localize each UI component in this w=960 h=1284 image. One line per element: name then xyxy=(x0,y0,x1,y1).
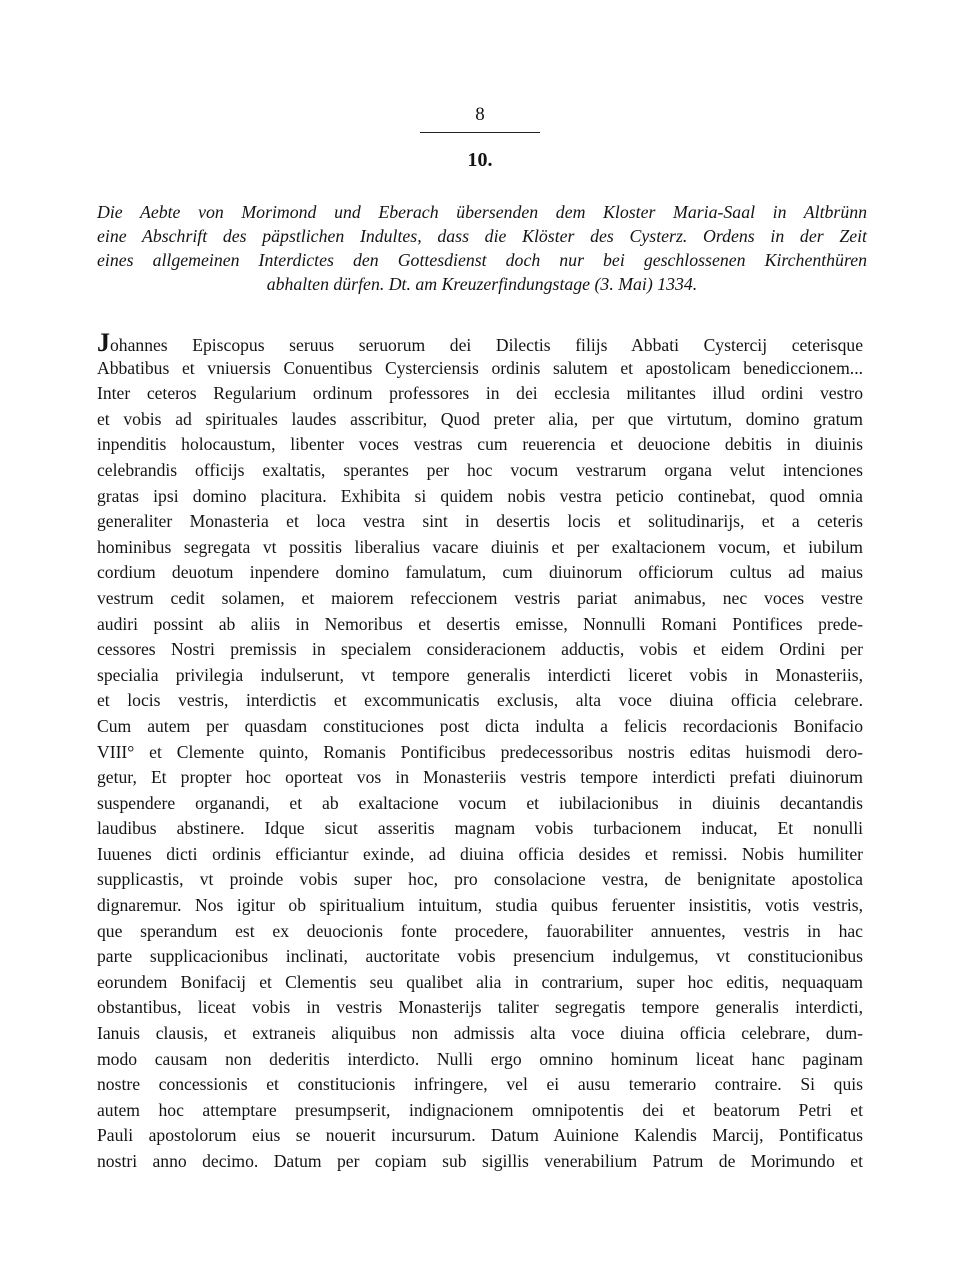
body-line: specialia privilegia indulserunt, vt tempore generalis interdicti liceret vobis in Monasteriis, xyxy=(97,664,863,685)
body-line: laudibus abstinere. Idque sicut asseritis magnam vobis turbacionem inducat, Et nonulli xyxy=(97,818,863,839)
heading-line: eines allgemeinen Interdictes den Gottesdienst doch nur bei geschlossenen Kirchenthüren xyxy=(97,250,867,270)
body-line: Iuuenes dicti ordinis efficiantur exinde, ad diuina officia desides et remissi. Nobis humiliter xyxy=(97,843,863,864)
body-line: obstantibus, liceat vobis in vestris Monasterijs taliter segregatis tempore generalis interdicti, xyxy=(97,997,863,1018)
body-line: celebrandis officijs exaltatis, sperantes per hoc vocum vestrarum organa velut intenciones xyxy=(97,459,863,480)
heading-line: eine Abschrift des päpstlichen Indultes, dass die Klöster des Cysterz. Ordens in der Zeit xyxy=(97,226,867,246)
body-line: que sperandum est ex deuocionis fonte procedere, fauorabiliter annuentes, vestris in hac xyxy=(97,920,863,941)
body-line: et locis vestris, interdictis et excommunicatis exclusis, alta voce diuina officia celebrare. xyxy=(97,690,863,711)
body-line: Pauli apostolorum eius se nouerit incursurum. Datum Auinione Kalendis Marcij, Pontificatus xyxy=(97,1125,863,1146)
body-line: Inter ceteros Regularium ordinum professores in dei ecclesia militantes illud ordini vestro xyxy=(97,383,863,404)
body-first-line xyxy=(97,330,863,356)
body-line: suspendere organandi, et ab exaltacione vocum et iubilacionibus in diuinis decantandis xyxy=(97,792,863,813)
header-rule xyxy=(420,132,540,133)
heading-line: abhalten dürfen. Dt. am Kreuzerfindungstage (3. Mai) 1334. xyxy=(266,274,698,294)
document-heading xyxy=(97,200,867,296)
body-line: modo causam non dederitis interdicto. Nulli ergo omnino hominum liceat hanc paginam xyxy=(97,1048,863,1069)
body-line: eorundem Bonifacij et Clementis seu qualibet alia in contrarium, super hoc editis, nequaquam xyxy=(97,971,863,992)
body-line: VIII° et Clemente quinto, Romanis Pontificibus predecessoribus nostris editas huismodi dero- xyxy=(97,741,863,762)
body-line: Cum autem per quasdam constituciones post dicta indulta a felicis recordacionis Bonifacio xyxy=(97,715,863,736)
body-line: autem hoc attemptare presumpserit, indignacionem omnipotentis dei et beatorum Petri et xyxy=(97,1099,863,1120)
body-line: hominibus segregata vt possitis liberalius vacare diuinis et per exaltacionem vocum, et iubilum xyxy=(97,536,863,557)
body-line: supplicastis, vt proinde vobis super hoc, pro consolacione vestra, de benignitate apostolica xyxy=(97,869,863,890)
body-line: Ianuis clausis, et extraneis aliquibus non admissis alta voce diuina officia celebrare, dum- xyxy=(97,1023,863,1044)
body-line: vestrum cedit solamen, et maiorem refeccionem vestris pariat animabus, nec voces vestre xyxy=(97,587,863,608)
body-line: et vobis ad spirituales laudes asscribitur, Quod preter alia, per que virtutum, domino gratum xyxy=(97,408,863,429)
body-line: generaliter Monasteria et loca vestra sint in desertis locis et solitudinarijs, et a ceteris xyxy=(97,511,863,532)
body-lines xyxy=(97,356,863,1175)
body-line: gratas ipsi domino placitura. Exhibita si quidem nobis vestra peticio continebat, quod omnia xyxy=(97,485,863,506)
body-line: getur, Et propter hoc oporteat vos in Monasteriis vestris tempore interdicti prefati diuinorum xyxy=(97,767,863,788)
initial-letter: J xyxy=(97,328,110,357)
first-line-text: ohannes Episcopus seruus seruorum dei Dilectis filijs Abbati Cystercij ceterisque xyxy=(110,335,863,355)
body-line: audiri possint ab aliis in Nemoribus et desertis emisse, Nonnulli Romani Pontifices prede- xyxy=(97,613,863,634)
document-number: 10. xyxy=(467,149,493,171)
body-line: nostri anno decimo. Datum per copiam sub sigillis venerabilium Patrum de Morimundo et xyxy=(97,1151,863,1171)
body-line: cordium deuotum inpendere domino famulatum, cum diuinorum officiorum cultus ad maius xyxy=(97,562,863,583)
page-number: 8 xyxy=(475,104,485,125)
body-line: inpenditis holocaustum, libenter voces vestras cum reuerencia et deuocione debitis in diuinis xyxy=(97,434,863,455)
body-line: nostre concessionis et constitucionis infringere, vel ei ausu temerario contraire. Si quis xyxy=(97,1074,863,1095)
body-line: dignaremur. Nos igitur ob spiritualium intuitum, studia quibus feruenter insistitis, votis vestris, xyxy=(97,895,863,916)
body-line: parte supplicacionibus inclinati, auctoritate vobis presencium indulgemus, vt constitucionibus xyxy=(97,946,863,967)
heading-line: Die Aebte von Morimond und Eberach übersenden dem Kloster Maria-Saal in Altbrünn xyxy=(97,202,867,222)
body-line: Abbatibus et vniuersis Conuentibus Cysterciensis ordinis salutem et apostolicam benediccionem... xyxy=(97,357,863,378)
body-line: cessores Nostri premissis in specialem consideracionem adductis, vobis et eidem Ordini per xyxy=(97,639,863,660)
body-text xyxy=(97,330,863,1175)
